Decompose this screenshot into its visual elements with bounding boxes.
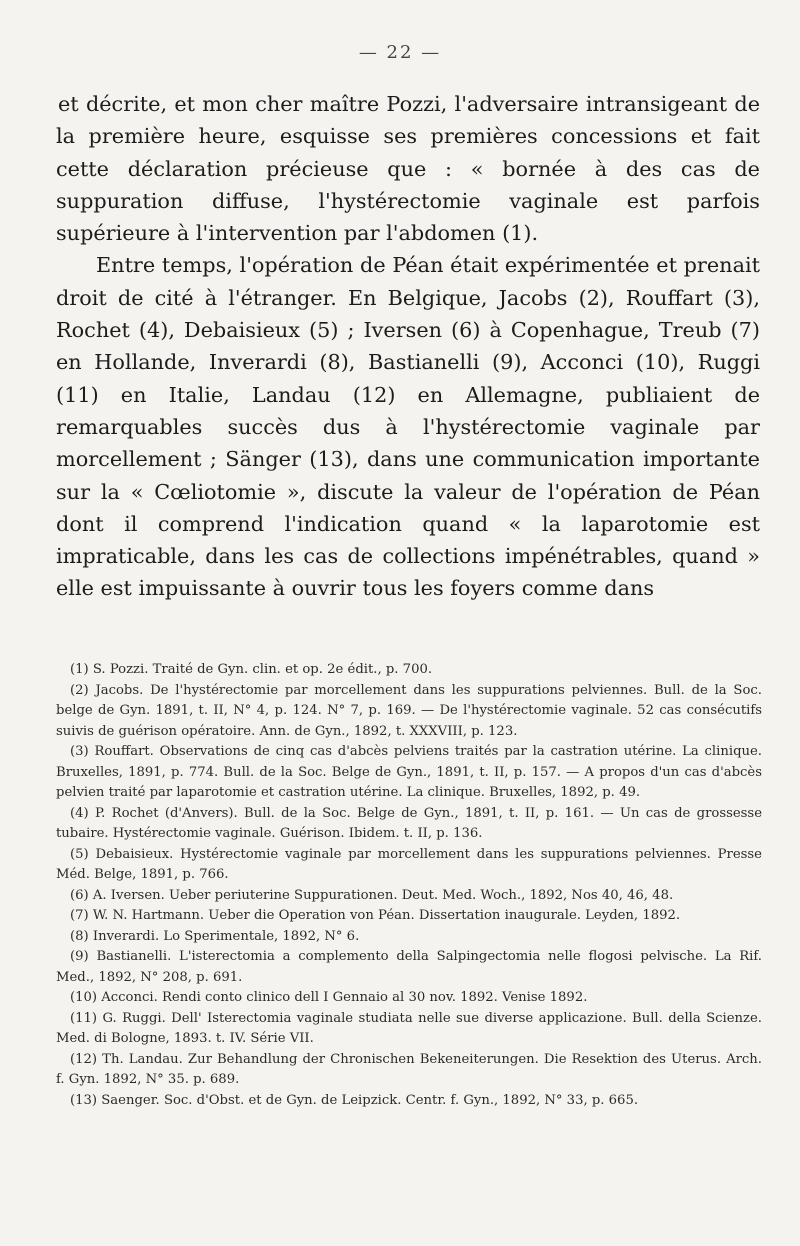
footnote-9: (9) Bastianelli. L'isterectomia a complemento della Salpingectomia nelle flogosi pelvische. La Rif. Med., 1892, N° 208, p. 691. <box>56 949 762 985</box>
footnote-11: (11) G. Ruggi. Dell' Isterectomia vaginale studiata nelle sue diverse applicazione. Bull. della Scienze. Med. di Bologne, 1893. t. IV. Série VII. <box>56 1010 762 1046</box>
footnote-12: (12) Th. Landau. Zur Behandlung der Chronischen Bekeneiterungen. Die Resektion des Uterus. Arch. f. Gyn. 1892, N° 35. p. 689. <box>56 1051 762 1087</box>
paragraph: Entre temps, l'opération de Péan était expérimentée et prenait droit de cité à l'étranger. En Belgique, Jacobs (2), Rouffart (3), Rochet (4), Debaisieux (5) ; Iversen (6) à Copenhague, Treub (7) en Hollande, Inverardi (8), Bastianelli (9), Acconci (10), Ruggi (11) en Italie, Landau (12) en Allemagne, publiaient de remarquables succès dus à l'hystérectomie vaginale par morcellement ; Sänger (13), dans une communication importante sur la « Cœliotomie », discute la valeur de l'opération de Péan dont il comprend l'indication quand « la laparotomie est impraticable, dans les cas de collections impénétrables, quand » elle est impuissante à ouvrir tous les foyers comme dans <box>56 253 760 601</box>
footnote-2: (2) Jacobs. De l'hystérectomie par morcellement dans les suppurations pelviennes. Bull. de la Soc. belge de Gyn. 1891, t. II, N° 4, p. 124. N° 7, p. 169. — De l'hystérectomie vaginale. 52 cas consécutifs suivis de guérison opératoire. Ann. de Gyn., 1892, t. XXXVIII, p. 123. <box>56 682 762 739</box>
footnote-6: (6) A. Iversen. Ueber periuterine Suppurationen. Deut. Med. Woch., 1892, Nos 40, 46, 48. <box>70 887 674 903</box>
footnote-3: (3) Rouffart. Observations de cinq cas d'abcès pelviens traités par la castration utérine. La clinique. Bruxelles, 1891, p. 774. Bull. de la Soc. Belge de Gyn., 1891, t. II, p. 157. — A propos d'un cas d'abcès pelvien traité par laparotomie et castration utérine. La clinique. Bruxelles, 1892, p. 49. <box>56 744 762 800</box>
footnotes <box>56 660 762 1111</box>
footnote-1: (1) S. Pozzi. Traité de Gyn. clin. et op. 2e édit., p. 700. <box>70 662 433 677</box>
footnote-4: (4) P. Rochet (d'Anvers). Bull. de la Soc. Belge de Gyn., 1891, t. II, p. 161. — Un cas de grossesse tubaire. Hystérectomie vaginale. Guérison. Ibidem. t. II, p. 136. <box>56 805 762 841</box>
footnote-13: (13) Saenger. Soc. d'Obst. et de Gyn. de Leipzick. Centr. f. Gyn., 1892, N° 33, p. 665. <box>70 1092 639 1108</box>
page-number: — 22 — <box>358 42 442 63</box>
footnote-8: (8) Inverardi. Lo Sperimentale, 1892, N° 6. <box>70 928 360 944</box>
main-text <box>56 88 760 605</box>
footnote-5: (5) Debaisieux. Hystérectomie vaginale par morcellement dans les suppurations pelviennes. Presse Méd. Belge, 1891, p. 766. <box>56 846 762 882</box>
footnote-7: (7) W. N. Hartmann. Ueber die Operation von Péan. Dissertation inaugurale. Leyden, 1892. <box>70 908 681 923</box>
paragraph: et décrite, et mon cher maître Pozzi, l'adversaire intransigeant de la première heure, esquisse ses premières concessions et fait cette déclaration précieuse que : « bornée à des cas de suppuration diffuse, l'hystérectomie vaginale est parfois supérieure à l'intervention par l'abdomen (1). <box>56 92 760 246</box>
footnote-10: (10) Acconci. Rendi conto clinico dell I Gennaio al 30 nov. 1892. Venise 1892. <box>70 990 588 1005</box>
